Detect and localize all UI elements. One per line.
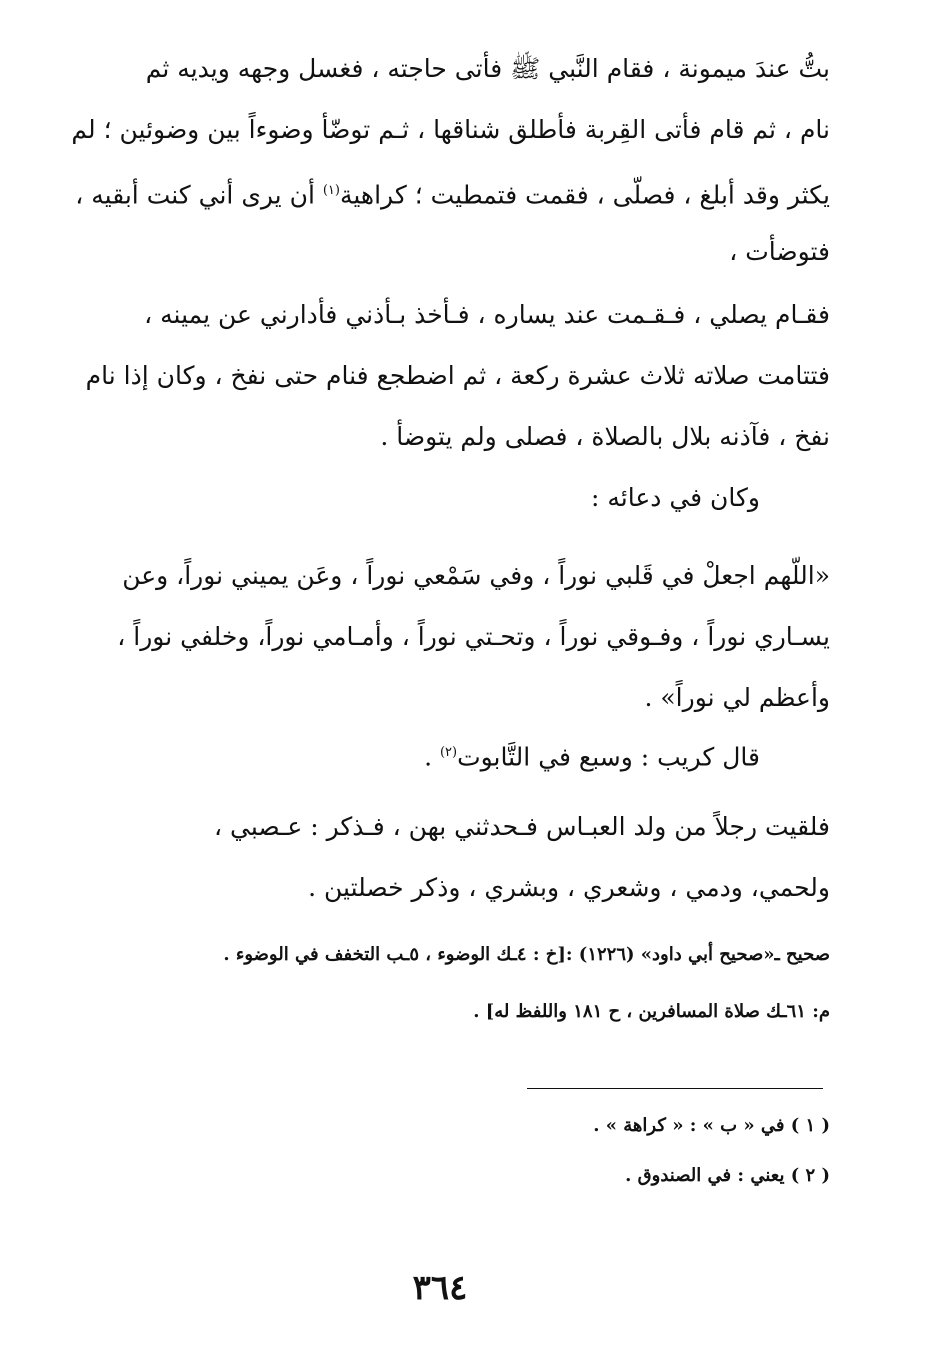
- footnote-2: ( ٢ ) يعني : في الصندوق .: [625, 1165, 830, 1186]
- text-segment: أن يرى أني كنت أبقيه ،: [75, 180, 323, 210]
- text-line: يسـاري نوراً ، وفـوقي نوراً ، وتحـتي نوراً ، وأمـامي نوراً، وخلفي نوراً ،: [117, 622, 830, 651]
- text-line: «اللّهم اجعلْ في قَلبي نوراً ، وفي سَمْعي نوراً ، وعَن يميني نوراً، وعن: [122, 561, 830, 590]
- text-segment: .: [424, 742, 440, 772]
- text-segment: يكثر وقد أبلغ ، فصلّى ، فقمت فتمطيت ؛ كراهية: [339, 180, 830, 210]
- paragraph-dua: [50, 545, 830, 728]
- text-line: [50, 722, 830, 783]
- text-line: فتوضأت ،: [729, 237, 830, 266]
- paragraph-1: [50, 38, 830, 282]
- text-line: ولحمي، ودمي ، وشعري ، وبشري ، وذكر خصلتين .: [308, 873, 830, 902]
- text-line: فقـام يصلي ، فـقـمت عند يساره ، فـأخذ بـأذني فأدارني عن يمينه ،: [144, 300, 830, 329]
- text-line: فتتامت صلاته ثلاث عشرة ركعة ، ثم اضطجع فنام حتى نفخ ، وكان إذا نام: [85, 361, 830, 390]
- page-number: ٣٦٤: [412, 1268, 468, 1308]
- text-line: فلقيت رجلاً من ولد العبـاس فـحدثني بهن ، فـذكر : عـصبي ،: [213, 812, 830, 841]
- paragraph-6: [50, 796, 830, 918]
- footnote-mark-1: (١): [322, 183, 340, 198]
- footnote-mark-2: (٢): [439, 745, 458, 760]
- paragraph-3: [50, 467, 830, 528]
- text-line: وكان في دعائه :: [590, 483, 760, 512]
- paragraph-2: [50, 284, 830, 467]
- text-line: نام ، ثم قام فأتى القِربة فأطلق شناقها ، ثـم توضّأ وضوءاً بين وضوئين ؛ لم: [71, 115, 830, 144]
- text-segment: قال كريب : وسبع في التَّابوت: [457, 742, 760, 772]
- paragraph-kurayb: [50, 722, 830, 783]
- source-line-2: م: ٦١ـك صلاة المسافرين ، ح ١٨١ واللفظ له] .: [473, 1001, 830, 1022]
- text-line: وأعظم لي نوراً» .: [644, 683, 830, 712]
- source-line-1: صحيح ـ«صحيح أبي داود» (١٢٢٦) :[خ : ٤ـك الوضوء ، ٥ـب التخفف في الوضوء .: [223, 944, 830, 965]
- text-line: نفخ ، فآذنه بلال بالصلاة ، فصلى ولم يتوضأ .: [380, 422, 830, 451]
- text-line: [50, 160, 830, 221]
- text-line: بتُّ عندَ ميمونة ، فقام النَّبي ﷺ فأتى حاجته ، فغسل وجهه ويديه ثم: [145, 54, 830, 83]
- footnote-divider: [527, 1088, 823, 1089]
- footnote-1: ( ١ ) في « ب » : « كراهة » .: [593, 1115, 830, 1136]
